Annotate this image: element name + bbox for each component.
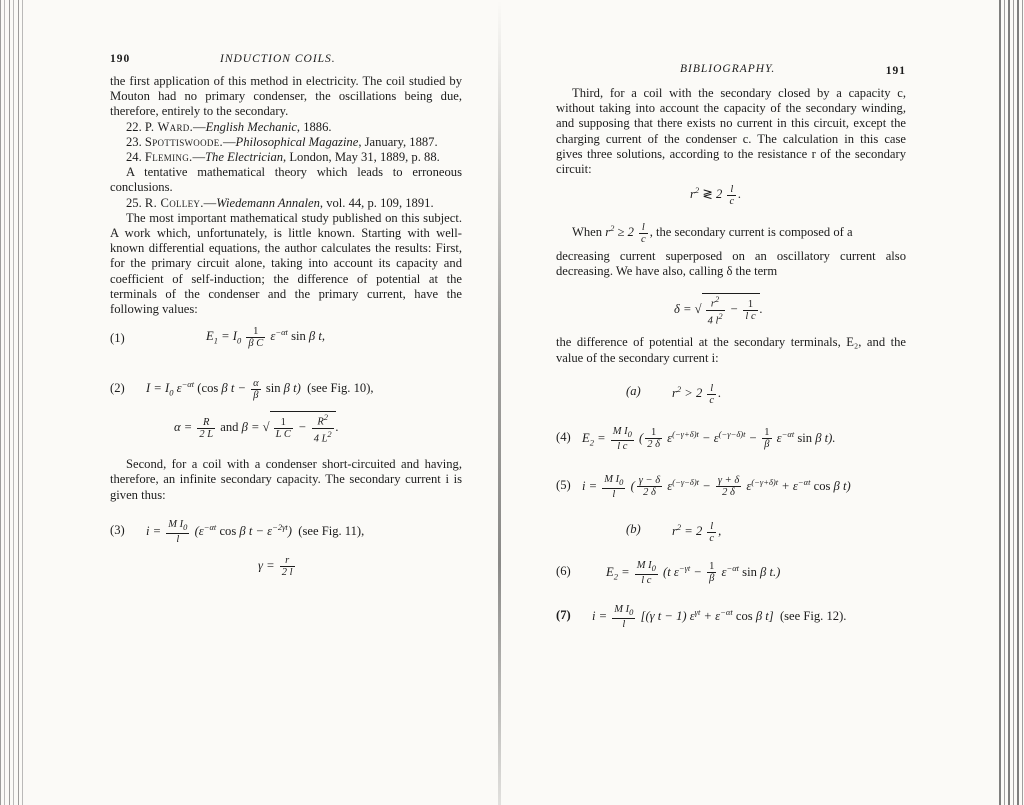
- equation-3-gamma: γ = $\frac{r}{2 l}$: [258, 554, 293, 578]
- inequality-condition: $r^2$ ≷ 2 $\frac{l}{c}$ .: [690, 184, 742, 208]
- left-page: [110, 52, 462, 581]
- intro-paragraph: the first application of this method in electricity. The coil studied by Mouton had no primary condenser, the oscillations being due, therefore, entirely to the secondary.: [110, 74, 462, 119]
- equation-5: (5) i = $\frac{M I_0}{l}$ ( $\frac{\gamma - \delta}{2 \delta}$ $\varepsilon^{(-\gamma-\delta)t}$ − $\frac{\gamma + \delta}{2 \delta}$ $\varepsilon^{(-\gamma+\delta)t} + \varepsilon^{-\alpha t}$ cos β t): [556, 473, 851, 500]
- equation-6: (6) $E_2$ = $\frac{M I_0}{\text{l c}}$ (t $\varepsilon^{-\gamma t}$ − $\frac{1}{\beta}$ $\varepsilon^{-\alpha t}$ sin β t.): [556, 559, 781, 586]
- main-paragraph: The most important mathematical study published on this subject. A work which, unfortunately, is little known. Starting with well-known differential equations, the author calculates the results: First, for the primary circuit alone, taking into account its capacity and coefficient of self-induction; the difference of potential at the terminals of the condenser and the primary current, have the following values:: [110, 210, 462, 317]
- third-paragraph: Third, for a coil with the secondary closed by a capacity c, without taking into account the capacity of the secondary winding, and supposing that there exists no current in this circuit, except the charging current of the condenser c. The calculation in this case gives three solutions, according to the resistance r of the secondary circuit:: [556, 86, 906, 177]
- equation-3: (3) i = $\frac{M I_0}{l}$ ($\varepsilon^{-\alpha t}$ cos β $t - \varepsilon^{-2\gamma t}$) (see Fig. 11),: [110, 518, 365, 545]
- case-b: (b) $r^2 = 2$ $\frac{l}{c}$ ,: [626, 520, 722, 544]
- reference-25: 25. R. Colley.—Wiedemann Annalen, vol. 44, p. 109, 1891.: [126, 195, 434, 210]
- second-paragraph: Second, for a coil with a condenser short-circuited and having, therefore, an infinite secondary capacity. The secondary current i is given thus:: [110, 457, 462, 502]
- scan-edge-left: [0, 0, 26, 805]
- equation-2: (2) $I = I_0$ $\varepsilon^{-\alpha t}$ (cos β t − $\frac{\alpha}{\beta}$ sin β t) (see Fig. 10),: [110, 378, 374, 402]
- equation-7: (7) i = $\frac{M I_0}{l}$ [(γ t − 1) $\varepsilon^{\gamma t} + \varepsilon^{-\alpha t}$ cos β t] (see Fig. 12).: [556, 603, 847, 630]
- book-gutter: [498, 0, 501, 805]
- running-title: INDUCTION COILS.: [220, 53, 336, 65]
- left-page-header: [110, 52, 462, 74]
- difference-paragraph: the difference of potential at the secondary terminals, E₂, and the value of the secondary current i:: [556, 335, 906, 365]
- scan-edge-right: [996, 0, 1024, 805]
- running-title: BIBLIOGRAPHY.: [680, 63, 776, 75]
- page-number: 191: [885, 65, 906, 77]
- equation-1: (1) $E_1 = I_0$ $\frac{1}{\text{β C}}$ $\varepsilon^{-\alpha t}$ sin β t,: [110, 326, 325, 350]
- page-number: 190: [110, 53, 131, 65]
- decreasing-paragraph: decreasing current superposed on an oscillatory current also decreasing. We have also, calling δ the term: [556, 249, 906, 279]
- equation-2-terms: α = $\frac{R}{2 L}$ and β = √ $\frac{1}{\text{L C}}$ − $\frac{R^2}{4 L^2}$ .: [174, 412, 339, 445]
- case-a: (a) $r^2 > 2$ $\frac{l}{c}$ .: [626, 382, 722, 406]
- reference-22: 22. P. Ward.—English Mechanic, 1886.: [126, 119, 332, 134]
- reference-24-note: A tentative mathematical theory which leads to erroneous conclusions.: [110, 165, 462, 195]
- reference-24: 24. Fleming.—The Electrician, London, May 31, 1889, p. 88.: [126, 150, 440, 165]
- right-page-header: [556, 52, 906, 86]
- reference-23: 23. Spottiswoode.—Philosophical Magazine, January, 1887.: [126, 134, 438, 149]
- right-page: [556, 52, 906, 634]
- when-line: When $r^2 \ge 2$ $\frac{l}{c}$ , the secondary current is composed of a: [572, 222, 853, 246]
- equation-4: (4) $E_2$ = $\frac{M I_0}{\text{l c}}$ ( $\frac{1}{2 \delta}$ $\varepsilon^{(-\gamma+\delta)t} - \varepsilon^{(-\gamma-\delta)t}$ − $\frac{1}{\beta}$ $\varepsilon^{-\alpha t}$ sin β t).: [556, 425, 836, 452]
- delta-definition: δ = √ $\frac{r^2}{4 l^2}$ − $\frac{1}{\text{l c}}$ .: [674, 294, 763, 327]
